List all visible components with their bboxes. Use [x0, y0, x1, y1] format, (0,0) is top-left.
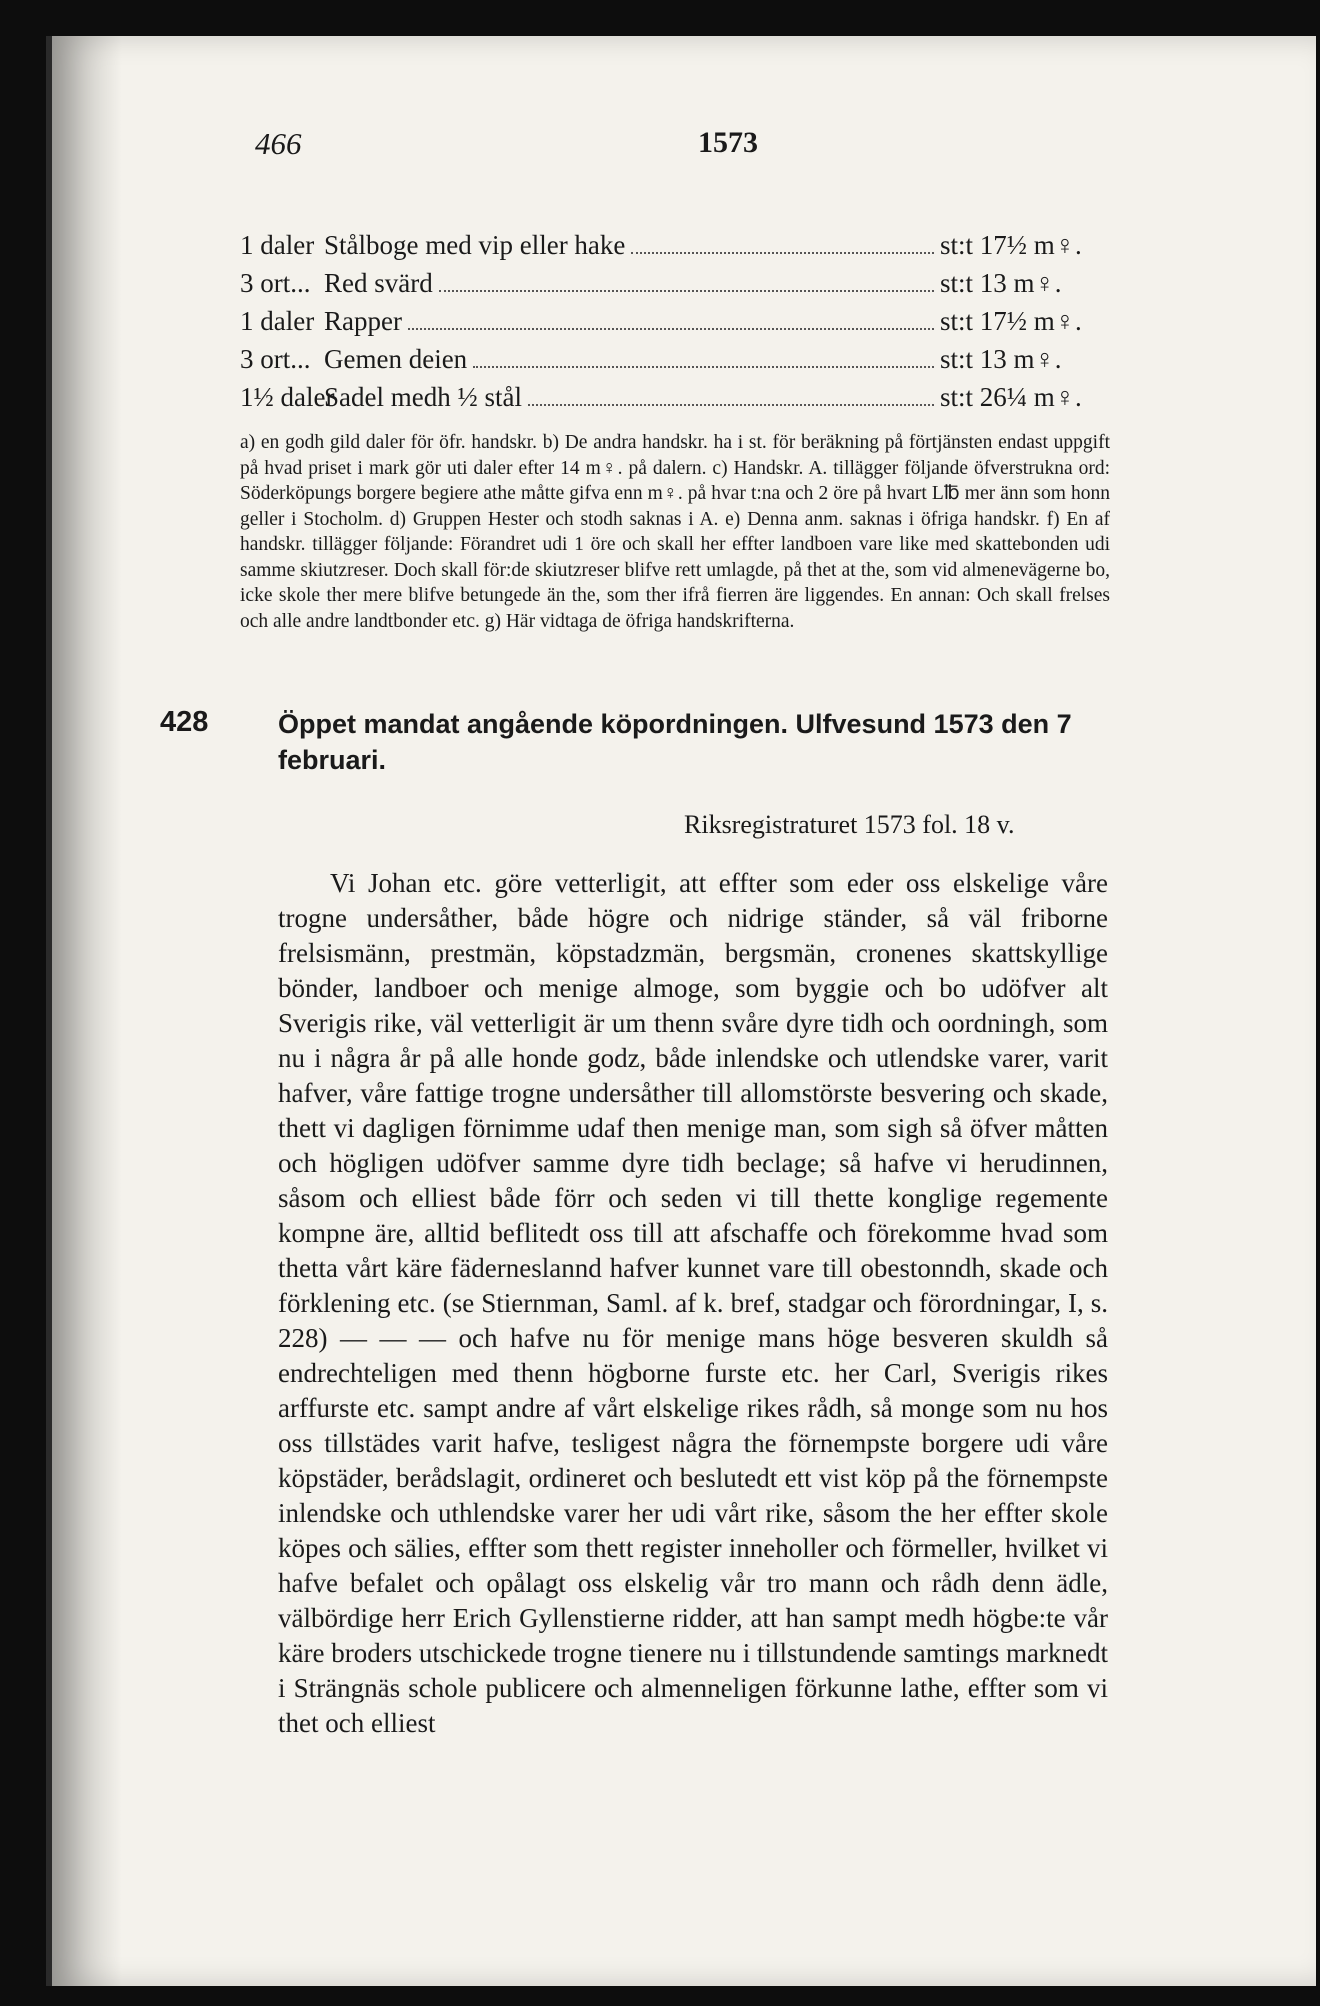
source-reference: Riksregistraturet 1573 fol. 18 v. [684, 810, 1015, 839]
document-number: 428 [160, 706, 209, 738]
price-row-price: st:t 13 m♀. [940, 268, 1062, 298]
price-row-item: Rapper [324, 306, 402, 336]
price-row [240, 302, 1110, 340]
spine-shadow [52, 36, 122, 1986]
dot-leader [408, 328, 934, 330]
price-row-qty: 1½ daler [240, 382, 335, 412]
price-row [240, 378, 1110, 416]
price-row-price: st:t 17½ m♀. [940, 306, 1082, 336]
price-row-price: st:t 26¼ m♀. [940, 382, 1082, 412]
running-year: 1573 [698, 126, 758, 159]
price-row-item: Sadel medh ½ stål [324, 382, 522, 412]
dot-leader [439, 290, 934, 292]
price-row [240, 340, 1110, 378]
dot-leader [473, 366, 934, 368]
price-row-item: Gemen deien [324, 344, 468, 374]
price-row [240, 264, 1110, 302]
dot-leader [528, 404, 934, 406]
price-row-qty: 1 daler [240, 306, 315, 336]
price-row [240, 226, 1110, 264]
price-row-item: Stålboge med vip eller hake [324, 230, 626, 260]
price-row-price: st:t 13 m♀. [940, 344, 1062, 374]
main-text-paragraph: Vi Johan etc. göre vetterligit, att effter som eder oss elskelige våre trogne undersåther, både högre och nidrige ständer, så väl friborne frelsismänn, prestmän, köpstadzmän, bergsmän, cronenes skattskyllige bönder, landboer och menige almoge, som byggie och bo udöfver alt Sverigis rike, väl vetterligit är um thenn svåre dyre tidh och oordningh, som nu i några år på alle honde godz, både inlendske och utlendske varer, varit hafver, våre fattige trogne undersåther till allomstörste besvering och skade, thett vi dagligen förnimme udaf then menige man, som sigh så öfver måtten och högligen udöfver samme dyre tidh beclage; så hafve vi herudinnen, såsom och elliest både förr och seden vi till thette konglige regemente kompne äre, alltid beflitedt oss till att afschaffe och förekomme hvad som thetta vårt käre fäderneslannd hafver kunnet vare till obestonndh, skade och förklening etc. (se Stiernman, Saml. af k. bref, stadgar och förordningar, I, s. 228) — — — och hafve nu för menige mans höge besveren skuldh så endrechteligen med thenn högborne furste etc. her Carl, Sverigis rikes arffurste etc. sampt andre af vårt elskelige rikes rådh, så monge som nu hos oss tillstädes varit hafve, tesligest några the förnempste borgere udi våre köpstäder, berådslagit, ordineret och beslutedt ett vist köp på the förnempste inlendske och uthlendske varer her udi vårt rike, såsom the her effter skole köpes och sälies, effter som thett register inneholler och förmeller, hvilket vi hafve befalet och opålagt oss elskelig vår tro mann och rådh denn ädle, välbördige herr Erich Gyllenstierne ridder, att han sampt medh högbe:te vår käre broders utschickede trogne tienere nu i tillstundende samtings marknedt i Strängnäs schole publicere och almenneligen förkunne lathe, effter som vi thet och elliest [278, 868, 1108, 1738]
price-row-qty: 3 ort... [240, 344, 311, 374]
price-row-price: st:t 17½ m♀. [940, 230, 1082, 260]
footnotes-text: a) en godh gild daler för öfr. handskr. b) De andra handskr. ha i st. för beräkning på förtjänsten endast uppgift på hvad priset i mark gör uti daler efter 14 m♀. på dalern. c) Handskr. A. tillägger följande öfverstrukna ord: Söderköpungs borgere begiere athe måtte gifva enn m♀. på hvar t:na och 2 öre på hvart L℔ mer änn som honn geller i Stocholm. d) Gruppen Hester och stodh saknas i A. e) Denna anm. saknas i öfriga handskr. f) En af handskr. tillägger följande: Förandret udi 1 öre och skall her effter landboen vare like med skattebonden udi samme skiutzreser. Doch skall för:de skiutzreser blifve rett umlagde, på thet at the, som vid almenevägerne bo, icke skole ther mere blifve betungede än the, som ther ifrå fierren äre liggendes. En annan: Och skall frelses och alle andre landtbonder etc. g) Här vidtaga de öfriga handskrifterna. [240, 432, 1110, 632]
document-title: Öppet mandat angående köpordningen. Ulfvesund 1573 den 7 februari. [278, 709, 1072, 775]
footnotes [240, 430, 1110, 634]
page-number: 466 [255, 126, 302, 161]
price-row-qty: 3 ort... [240, 268, 311, 298]
main-text [278, 866, 1108, 1741]
page-header [0, 126, 1320, 176]
price-list [240, 226, 1110, 416]
price-row-qty: 1 daler [240, 230, 315, 260]
dot-leader [631, 252, 934, 254]
price-row-item: Red svärd [324, 268, 433, 298]
